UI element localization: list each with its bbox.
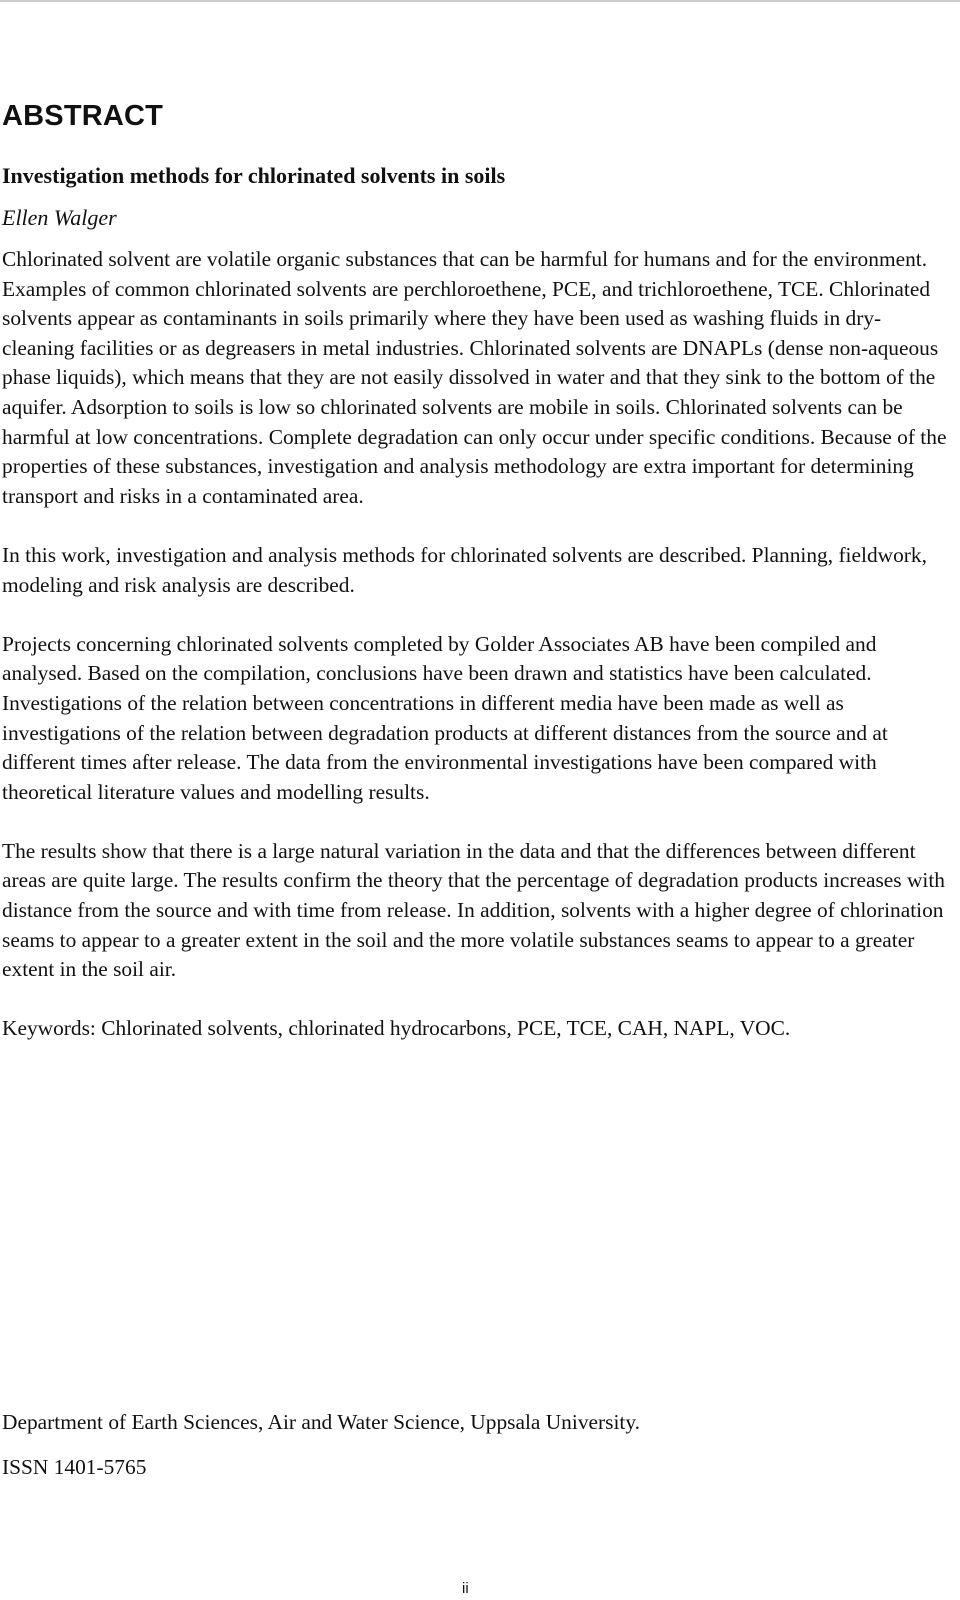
document-title: Investigation methods for chlorinated solvents in soils bbox=[2, 163, 506, 188]
paragraph-keywords: Keywords: Chlorinated solvents, chlorinated hydrocarbons, PCE, TCE, CAH, NAPL, VOC. bbox=[2, 1016, 791, 1041]
issn-line: ISSN 1401-5765 bbox=[2, 1455, 147, 1479]
paragraph-background: Chlorinated solvent are volatile organic substances that can be harmful for humans and for the environment. Examples of common chlorinated solvents are perchloroethene, PCE, and trichloroethene, TCE. Chlorinated solvents appear as contaminants in soils primarily where they have been used as washing fluids in dry-cleaning facilities or as degreasers in metal industries. Chlorinated solvents are DNAPLs (dense non-aqueous phase liquids), which means that they are not easily dissolved in water and that they sink to the bottom of the aquifer. Adsorption to soils is low so chlorinated solvents are mobile in soils. Chlorinated solvents can be harmful at low concentrations. Complete degradation can only occur under specific conditions. Because of the properties of these substances, investigation and analysis methodology are extra important for determining transport and risks in a contaminated area. bbox=[2, 247, 947, 508]
abstract-heading: ABSTRACT bbox=[2, 100, 164, 132]
page-number: ii bbox=[462, 1580, 469, 1597]
paragraph-method: Projects concerning chlorinated solvents completed by Golder Associates AB have been compiled and analysed. Based on the compilation, conclusions have been drawn and statistics have been calculated. Investigations of the relation between concentrations in different media have been made as well as investigations of the relation between degradation products at different distances from the source and at different times after release. The data from the environmental investigations have been compared with theoretical literature values and modelling results. bbox=[2, 631, 888, 804]
abstract-body bbox=[2, 245, 952, 1074]
paragraph-results: The results show that there is a large natural variation in the data and that the differences between different areas are quite large. The results confirm the theory that the percentage of degradation products increases with distance from the source and with time from release. In addition, solvents with a higher degree of chlorination seams to appear to a greater extent in the soil and the more volatile substances seams to appear to a greater extent in the soil air. bbox=[2, 838, 945, 982]
paragraph-scope: In this work, investigation and analysis methods for chlorinated solvents are described. Planning, fieldwork, modeling and risk analysis are described. bbox=[2, 542, 927, 597]
author-name: Ellen Walger bbox=[2, 205, 117, 230]
department-line: Department of Earth Sciences, Air and Water Science, Uppsala University. bbox=[2, 1410, 640, 1434]
top-rule bbox=[0, 0, 960, 2]
